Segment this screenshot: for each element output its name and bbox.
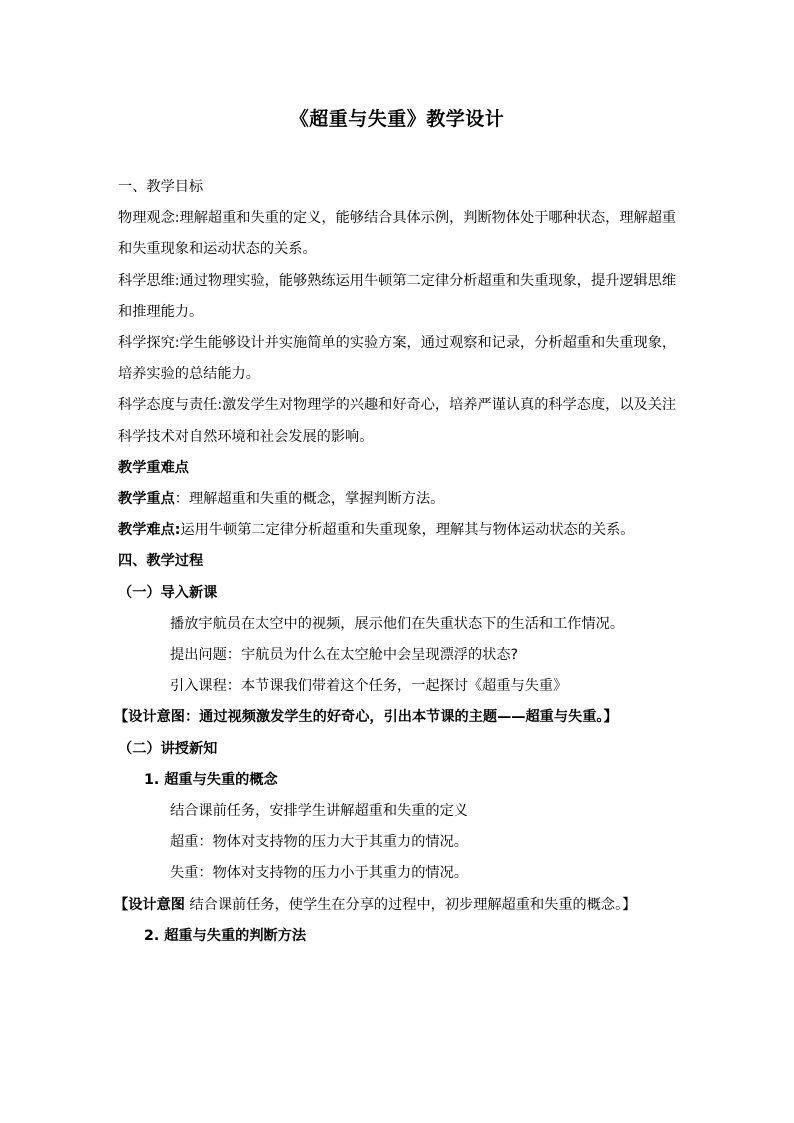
- document-title: 《超重与失重》教学设计: [289, 108, 505, 130]
- intro-paragraph-lesson: 引入课程：本节课我们带着这个任务，一起探讨《超重与失重》: [170, 678, 568, 695]
- objective-scientific-inquiry: [118, 328, 688, 390]
- key-point-text: ：理解超重和失重的概念，掌握判断方法。: [174, 491, 445, 508]
- part-heading-intro: （一）导入新课: [118, 584, 218, 601]
- concept-paragraph-task: 结合课前任务，安排学生讲解超重和失重的定义: [170, 803, 468, 820]
- design-intent-label: 【设计意图: [114, 896, 185, 913]
- key-point-label: 教学重点: [118, 491, 175, 508]
- item-heading-concept: 1. 超重与失重的概念: [144, 771, 278, 788]
- objective-attitude-responsibility: [118, 390, 688, 452]
- objective-text: 学生能够设计并实施简单的实验方案，通过观察和记录，分析超重和失重现象，培养实验的总结能力。: [118, 335, 677, 383]
- design-intent-label: 【设计意图: [114, 709, 185, 726]
- objective-text: 激发学生对物理学的兴趣和好奇心，培养严谨认真的科学态度，以及关注科学技术对自然环境和社会发展的影响。: [118, 397, 677, 445]
- objective-label: 科学思维:: [118, 272, 180, 289]
- difficulty-text: 运用牛顿第二定律分析超重和失重现象，理解其与物体运动状态的关系。: [180, 522, 635, 539]
- design-intent-text: ：通过视频激发学生的好奇心，引出本节课的主题——超重与失重。】: [184, 709, 618, 726]
- difficulty-label: 教学难点:: [118, 522, 181, 539]
- concept-paragraph-overweight: 超重：物体对支持物的压力大于其重力的情况。: [170, 834, 468, 851]
- part-heading-new-knowledge: （二）讲授新知: [118, 740, 218, 757]
- section-heading-process: 四、教学过程: [118, 553, 204, 570]
- item-heading-judgement: 2. 超重与失重的判断方法: [144, 927, 307, 944]
- design-intent-text: 结合课前任务，使学生在分享的过程中，初步理解超重和失重的概念。】: [184, 896, 637, 913]
- section-heading-keypoints: 教学重难点: [118, 459, 189, 476]
- objective-physics-concept: [118, 203, 688, 265]
- design-intent-1: [114, 702, 688, 733]
- teaching-difficulty: [118, 515, 688, 546]
- intro-paragraph-question: 提出问题：宇航员为什么在太空舱中会呈现漂浮的状态?: [170, 647, 519, 664]
- objective-label: 科学探究:: [118, 335, 180, 352]
- intro-paragraph-video: 播放宇航员在太空中的视频，展示他们在失重状态下的生活和工作情况。: [170, 615, 625, 632]
- design-intent-2: [114, 890, 688, 921]
- teaching-key-point: [118, 484, 688, 515]
- section-heading-objectives: 一、教学目标: [118, 179, 204, 195]
- document-body: [114, 172, 688, 952]
- objective-label: 物理观念:: [118, 210, 180, 227]
- objective-text: 理解超重和失重的定义，能够结合具体示例，判断物体处于哪种状态，理解超重和失重现象和运动状态的关系。: [118, 210, 677, 258]
- objective-text: 通过物理实验，能够熟练运用牛顿第二定律分析超重和失重现象，提升逻辑思维和推理能力。: [118, 272, 677, 320]
- objective-scientific-thinking: [118, 266, 688, 328]
- concept-paragraph-weightless: 失重：物体对支持物的压力小于其重力的情况。: [170, 865, 468, 882]
- objective-label: 科学态度与责任:: [118, 397, 223, 414]
